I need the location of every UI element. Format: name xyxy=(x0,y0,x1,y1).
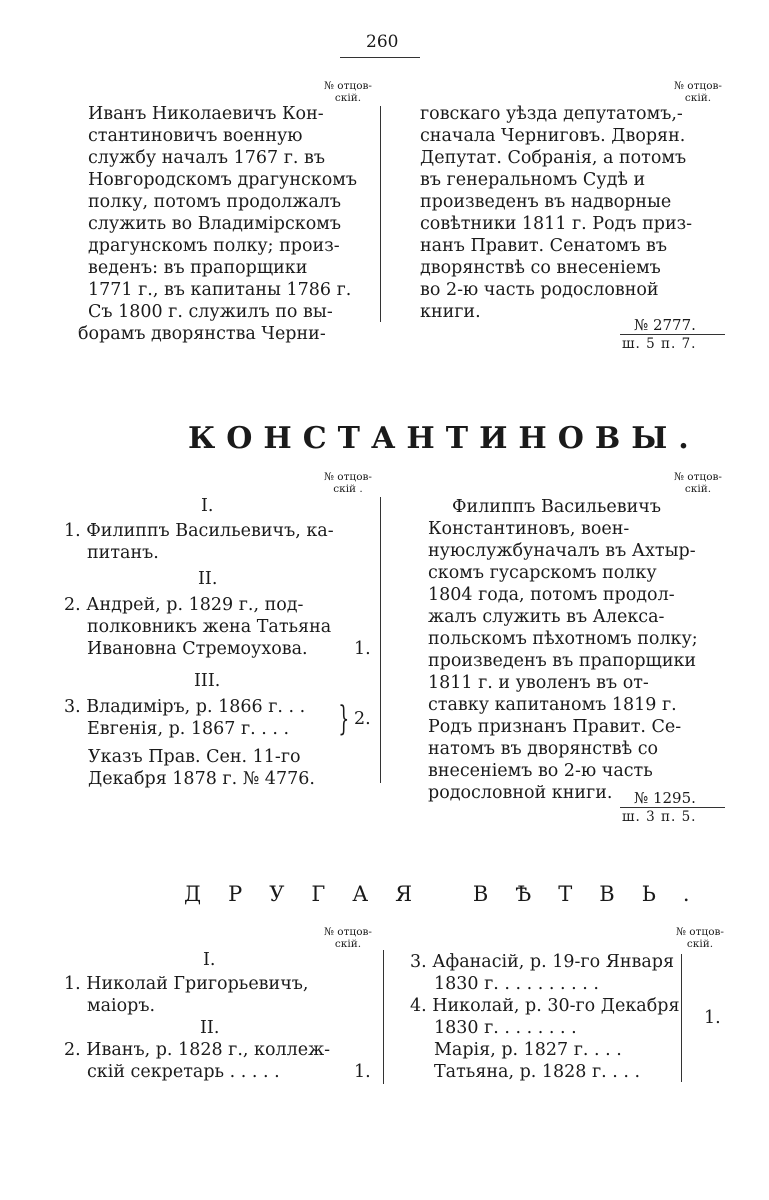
text-line: Филиппъ Васильевичъ xyxy=(452,497,661,517)
col-label-right: № отцов- скій. xyxy=(674,471,722,495)
record-number: № 2777. xyxy=(634,316,696,334)
text-line: 1771 г., въ капитаны 1786 г. xyxy=(88,280,352,300)
text-line: произведенъ въ надворные xyxy=(420,192,672,212)
entry-line: 4. Николай, р. 30-го Декабря xyxy=(410,996,680,1016)
entry-line: маіоръ. xyxy=(87,996,156,1016)
page-header xyxy=(0,0,769,60)
text-line: 1804 года, потомъ продол- xyxy=(428,585,675,605)
text-line: польскомъ пѣхотномъ полку; xyxy=(428,629,698,649)
decree-line: Указъ Прав. Сен. 11-го xyxy=(88,747,301,767)
column-divider xyxy=(380,106,381,322)
entry-line: 2. Андрей, р. 1829 г., под- xyxy=(64,595,304,615)
generation-marker: II. xyxy=(200,1018,220,1038)
entry-line: 1. Филиппъ Васильевичъ, ка- xyxy=(64,521,334,541)
text-line: произведенъ въ прапорщики xyxy=(428,651,697,671)
text-line: въ генеральномъ Судѣ и xyxy=(420,170,646,190)
entry-line: 3. Афанасій, р. 19-го Января xyxy=(410,952,675,972)
text-line: борамъ дворянства Черни- xyxy=(78,324,326,344)
entry-line: 1. Николай Григорьевичъ, xyxy=(64,974,309,994)
family-title: КОНСТАНТИНОВЫ. xyxy=(188,421,700,456)
entry-line: 1830 г. . . . . . . . xyxy=(434,1018,577,1038)
text-line: говскаго уѣзда депутатомъ,- xyxy=(420,104,683,124)
generation-marker: I. xyxy=(203,950,216,970)
text-line: Родъ признанъ Правит. Се- xyxy=(428,717,682,737)
header-rule xyxy=(340,57,420,58)
text-line: Константиновъ, воен- xyxy=(428,519,630,539)
brace-icon: } xyxy=(338,699,350,739)
text-line: натомъ въ дворянствѣ со xyxy=(428,739,659,759)
text-line: службу началъ 1767 г. въ xyxy=(88,148,326,168)
entry-line: 3. Владиміръ, р. 1866 г. . . xyxy=(64,697,306,717)
text-line: веденъ: въ прапорщики xyxy=(88,258,308,278)
text-line: нанъ Правит. Сенатомъ въ xyxy=(420,236,668,256)
col-label-left: № отцов- скій. xyxy=(324,80,372,104)
text-line: книги. xyxy=(420,302,481,322)
section-other-branch xyxy=(0,870,769,1090)
text-line: жалъ служить въ Алекса- xyxy=(428,607,665,627)
branch-title: ДРУГАЯ ВѢТВЬ. xyxy=(184,882,717,906)
section-konstantinovy xyxy=(0,405,769,825)
entry-reference: 1. xyxy=(354,1062,371,1082)
text-line: совѣтники 1811 г. Родъ приз- xyxy=(420,214,693,234)
col-label-left: № отцов- скій . xyxy=(324,471,372,495)
generation-marker: I. xyxy=(201,496,214,516)
column-divider xyxy=(383,950,384,1084)
bracket-line xyxy=(681,954,682,1082)
text-line: ставку капитаномъ 1819 г. xyxy=(428,695,677,715)
entry-line: полковникъ жена Татьяна xyxy=(87,617,332,637)
entry-line: Марія, р. 1827 г. . . . xyxy=(434,1040,622,1060)
genealogy-left-column xyxy=(0,870,380,1080)
genealogy-left-column xyxy=(0,405,380,805)
text-line: Депутат. Собранія, а потомъ xyxy=(420,148,687,168)
decree-line: Декабря 1878 г. № 4776. xyxy=(88,769,315,789)
text-line: во 2-ю часть родословной xyxy=(420,280,659,300)
entry-line: Евгенія, р. 1867 г. . . . xyxy=(87,719,290,739)
entry-line: Татьяна, р. 1828 г. . . . xyxy=(434,1062,641,1082)
shelf-mark: ш. 5 п. 7. xyxy=(622,336,697,352)
text-line: сначала Черниговъ. Дворян. xyxy=(420,126,686,146)
generation-marker: II. xyxy=(198,569,218,589)
entry-line: питанъ. xyxy=(87,543,159,563)
entry-reference: 1. xyxy=(704,1008,721,1028)
entry-reference: 1. xyxy=(354,639,371,659)
text-line: драгунскомъ полку; произ- xyxy=(88,236,340,256)
col-label-right: № отцов- скій. xyxy=(674,80,722,104)
shelf-mark: ш. 3 п. 5. xyxy=(622,809,697,825)
col-label-right: № отцов- скій. xyxy=(676,926,724,950)
section-konstantinovich xyxy=(0,70,769,360)
text-line: Иванъ Николаевичъ Кон- xyxy=(88,104,324,124)
col-label-left: № отцов- скій. xyxy=(324,926,372,950)
text-line: дворянствѣ со внесеніемъ xyxy=(420,258,661,278)
record-number: № 1295. xyxy=(634,789,696,807)
text-line: полку, потомъ продолжалъ xyxy=(88,192,342,212)
entry-reference: 2. xyxy=(354,709,371,729)
text-line: скомъ гусарскомъ полку xyxy=(428,563,657,583)
text-line: служить во Владимірскомъ xyxy=(88,214,341,234)
text-line: внесеніемъ во 2-ю часть xyxy=(428,761,653,781)
entry-line: Ивановна Стремоухова. xyxy=(87,639,308,659)
text-line: Съ 1800 г. служилъ по вы- xyxy=(88,302,333,322)
generation-marker: III. xyxy=(194,671,221,691)
entry-line: 2. Иванъ, р. 1828 г., коллеж- xyxy=(64,1040,331,1060)
text-line: Новгородскомъ драгунскомъ xyxy=(88,170,358,190)
page-number: 260 xyxy=(366,32,399,52)
text-line: нуюслужбуначалъ въ Ахтыр- xyxy=(428,541,696,561)
text-line: 1811 г. и уволенъ въ от- xyxy=(428,673,649,693)
entry-line: 1830 г. . . . . . . . . . xyxy=(434,974,599,994)
entry-line: скій секретарь . . . . . xyxy=(87,1062,280,1082)
column-divider xyxy=(380,497,381,783)
text-line: родословной книги. xyxy=(428,783,613,803)
text-line: стантиновичъ военную xyxy=(88,126,303,146)
